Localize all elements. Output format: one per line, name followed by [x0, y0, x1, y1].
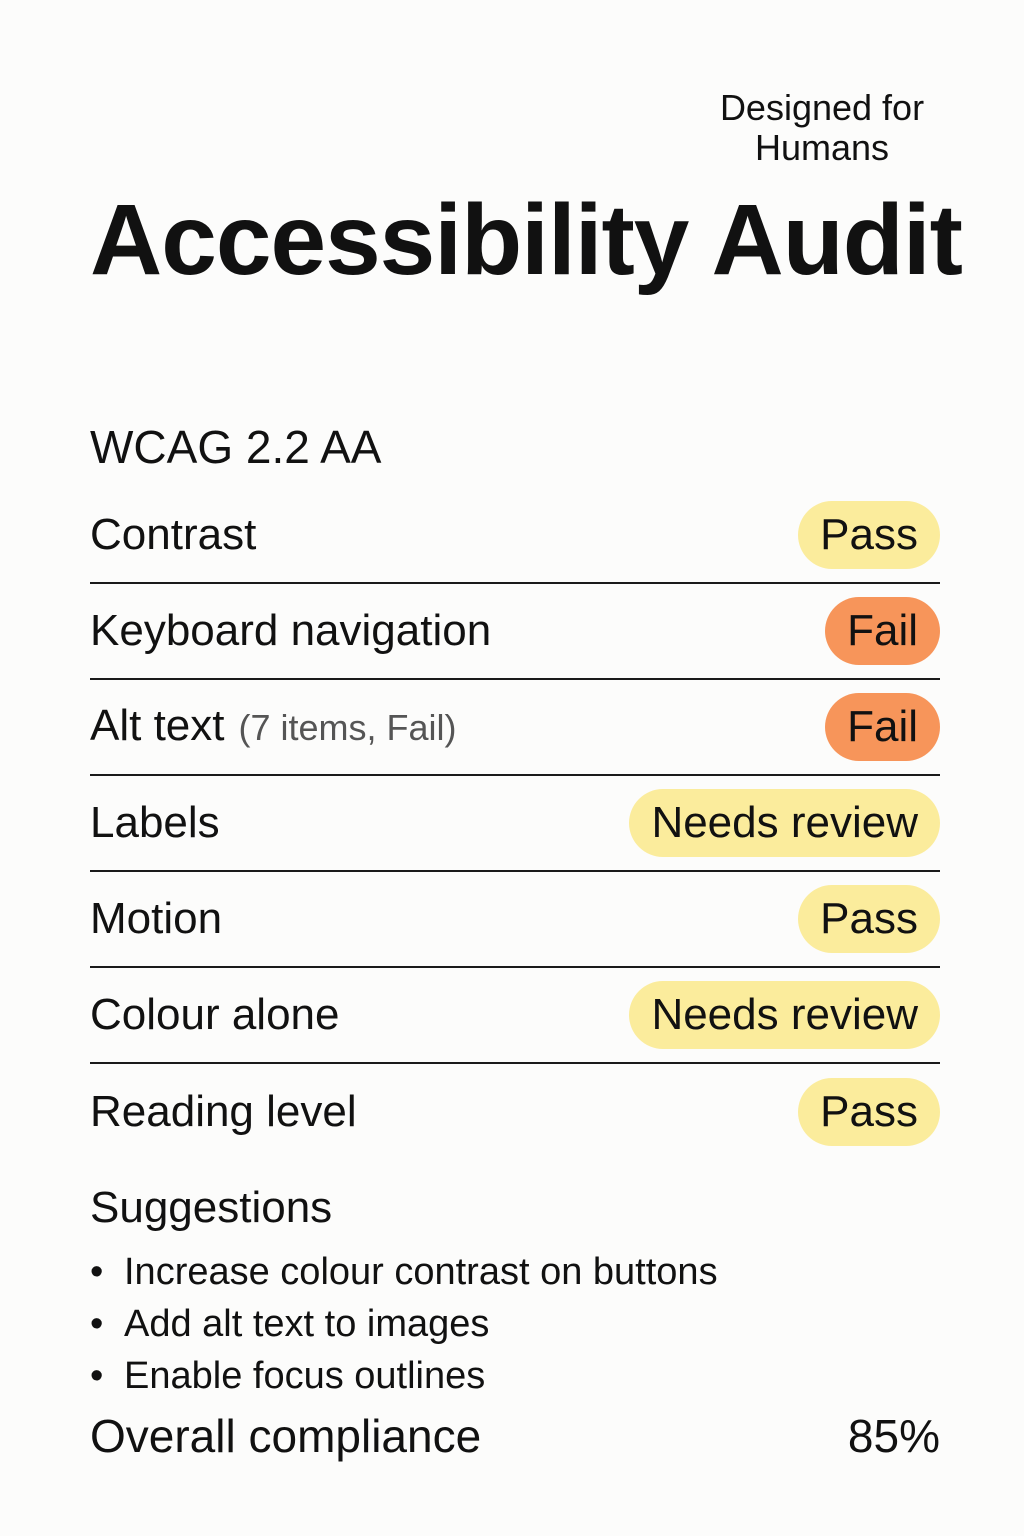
bullet-icon: •	[90, 1355, 104, 1397]
overall-compliance-label: Overall compliance	[90, 1410, 482, 1462]
list-item	[90, 1246, 718, 1298]
check-row-colour-alone	[90, 968, 940, 1064]
suggestion-text: Increase colour contrast on buttons	[124, 1251, 718, 1293]
check-label: Keyboard navigation	[90, 606, 492, 655]
status-badge: Pass	[798, 1078, 940, 1146]
page-title: Accessibility Audit	[90, 184, 962, 296]
suggestion-text: Enable focus outlines	[124, 1355, 486, 1397]
overall-compliance	[90, 1408, 940, 1464]
list-item	[90, 1350, 718, 1402]
check-row-labels	[90, 776, 940, 872]
suggestions-heading: Suggestions	[90, 1183, 333, 1232]
suggestion-text: Add alt text to images	[124, 1303, 490, 1345]
status-badge: Needs review	[629, 789, 940, 857]
check-label: Colour alone	[90, 990, 340, 1039]
list-item	[90, 1298, 718, 1350]
overall-compliance-value: 85%	[847, 1410, 940, 1462]
bullet-icon: •	[90, 1303, 104, 1345]
status-badge: Pass	[798, 885, 940, 953]
suggestions-list	[90, 1246, 718, 1402]
check-label: Motion	[90, 894, 223, 943]
standard-label: WCAG 2.2 AA	[90, 421, 382, 473]
check-row-motion	[90, 872, 940, 968]
bullet-icon: •	[90, 1251, 104, 1293]
check-row-keyboard-navigation	[90, 584, 940, 680]
audit-checklist	[90, 488, 940, 1160]
status-badge: Needs review	[629, 981, 940, 1049]
check-row-alt-text	[90, 680, 940, 776]
check-label: Alt text (7 items, Fail)	[90, 701, 457, 750]
status-badge: Pass	[798, 501, 940, 569]
status-badge: Fail	[825, 597, 940, 665]
check-row-reading-level	[90, 1064, 940, 1160]
check-row-contrast	[90, 488, 940, 584]
check-note: (7 items, Fail)	[238, 707, 457, 748]
status-badge: Fail	[825, 693, 940, 761]
check-label: Reading level	[90, 1087, 357, 1136]
check-label: Labels	[90, 798, 220, 847]
check-label: Contrast	[90, 510, 257, 559]
tagline: Designed for Humans	[719, 87, 925, 168]
